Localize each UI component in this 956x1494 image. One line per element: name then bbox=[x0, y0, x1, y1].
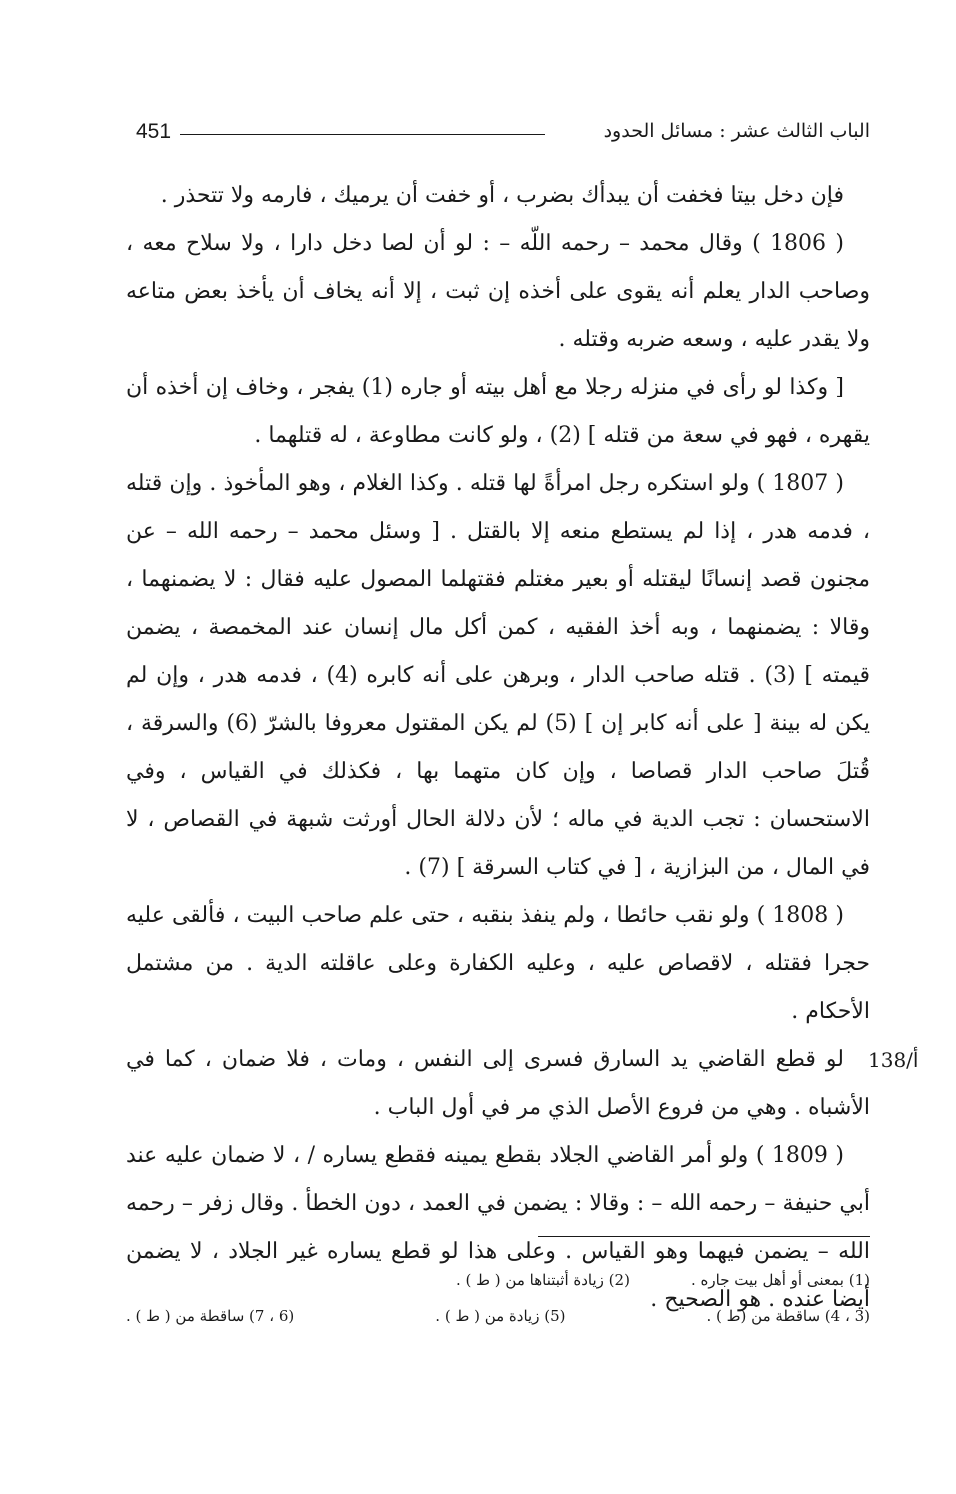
paragraph: ( 1808 ) ولو نقب حائطا ، ولم ينفذ بنقبه ، حتى علم صاحب البيت ، فألقى عليه حجرا فقتله ، لاقصاص عليه ، وعليه الكفارة وعلى عاقلته الدية . من مشتمل الأحكام . bbox=[126, 903, 870, 1024]
footnote: (1) بمعنى أو أهل بيت جاره . bbox=[691, 1271, 870, 1289]
manuscript-folio-note: 138/أ bbox=[868, 1048, 919, 1072]
paragraph: [ وكذا لو رأى في منزله رجلا مع أهل بيته أو جاره (1) يفجر ، وخاف إن أخذه أن يقهره ، فهو في سعة من قتله ] (2) ، ولو كانت مطاوعة ، له قتلهما . bbox=[126, 375, 870, 448]
paragraph: لو قطع القاضي يد السارق فسرى إلى النفس ، ومات ، فلا ضمان ، كما في الأشباه . وهي من فروع الأصل الذي مر في أول الباب . bbox=[126, 1047, 870, 1120]
footnote-row bbox=[126, 1262, 870, 1298]
paragraph: فإن دخل بيتا فخفت أن يبدأك بضرب ، أو خفت أن يرميك ، فارمه ولا تتحذر . bbox=[160, 183, 844, 208]
header-rule bbox=[180, 134, 545, 135]
footnote: (3 ، 4) ساقطة من (ط ) . bbox=[706, 1307, 870, 1325]
paragraph: ( 1807 ) ولو استكره رجل امرأةً لها قتله . وكذا الغلام ، وهو المأخوذ . وإن قتله ، فدمه هدر ، إذا لم يستطع منعه إلا بالقتل . [ وسئل محمد – رحمه الله – عن مجنون قصد إنسانًا ليقتله أو بعير مغتلم فقتهلما المصول عليه فقال : لا يضمنهما ، وقالا : يضمنهما ، وبه أخذ الفقيه ، كمن أكل مال إنسان عند المخمصة ، يضمن قيمته ] (3) . قتله صاحب الدار ، وبرهن على أنه كابره (4) ، فدمه هدر ، وإن لم يكن له بينة [ على أنه كابر إن ] (5) لم يكن المقتول معروفا بالشرّ (6) والسرقة ، قُتلَ صاحب الدار قصاصا ، وإن كان متهما بها ، فكذلك في القياس ، وفي الاستحسان : تجب الدية في ماله ؛ لأن دلالة الحال أورثت شبهة في القصاص ، لا في المال ، من البزازية ، [ في كتاب السرقة ] (7) . bbox=[126, 471, 871, 880]
footnote-row bbox=[126, 1298, 870, 1334]
body-text bbox=[126, 172, 870, 1324]
footnote: (5) زيادة من ( ط ) . bbox=[435, 1307, 566, 1325]
footnote: (2) زيادة أثبتناها من ( ط ) . bbox=[456, 1271, 630, 1289]
page-number: 451 bbox=[136, 120, 172, 143]
footnotes bbox=[126, 1262, 870, 1334]
footnote: (6 ، 7) ساقطة من ( ط ) . bbox=[126, 1307, 295, 1325]
running-head: الباب الثالث عشر : مسائل الحدود bbox=[603, 120, 870, 142]
page-header bbox=[136, 118, 870, 150]
footnote-rule bbox=[538, 1236, 870, 1237]
paragraph: ( 1806 ) وقال محمد – رحمه اللّه – : لو أن لصا دخل دارا ، ولا سلاح معه ، وصاحب الدار يعلم أنه يقوى على أخذه إن ثبت ، إلا أنه يخاف أن يأخذ بعض متاعه ولا يقدر عليه ، وسعه ضربه وقتله . bbox=[126, 231, 870, 352]
paragraph: ( 1809 ) ولو أمر القاضي الجلاد بقطع يمينه فقطع يساره / ، لا ضمان عليه عند أبي حنيفة – رحمه الله – : وقالا : يضمن في العمد ، دون الخطأ . وقال زفر – رحمه الله – يضمن فيهما وهو القياس . وعلى هذا لو قطع يساره غير الجلاد ، لا يضمن أيضا عنده . هو الصحيح . bbox=[126, 1143, 870, 1312]
